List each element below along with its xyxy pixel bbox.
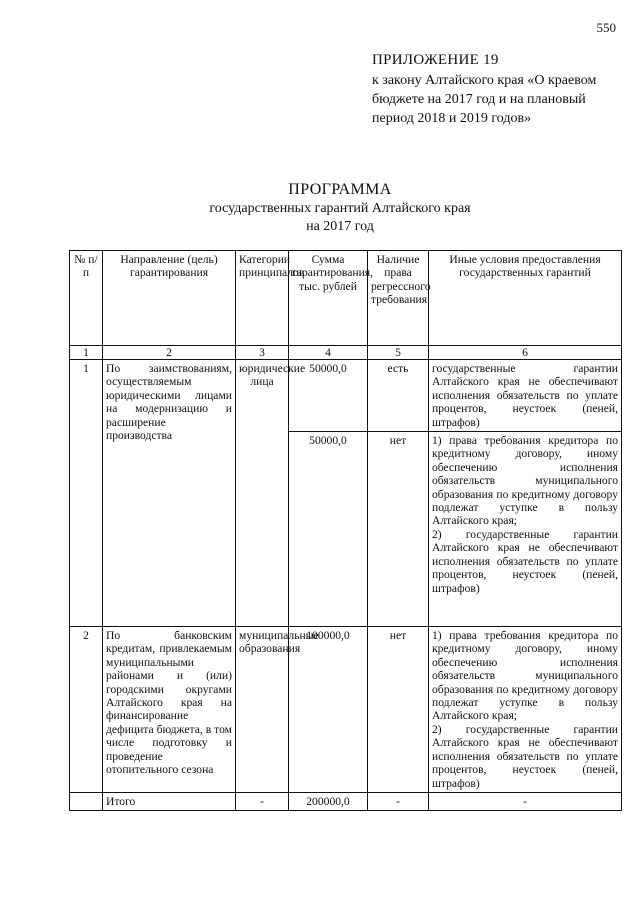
row-regress: есть: [368, 360, 429, 432]
row-amount: 50000,0: [289, 360, 368, 432]
table-header-row: [70, 251, 622, 346]
row-direction: По заимствованиям, осуществляемым юридическими лицами на модернизацию и расширение производства: [103, 360, 236, 627]
row-number: 2: [70, 627, 103, 793]
header-category: Категории принципалов: [236, 251, 289, 346]
row-conditions: 1) права требования кредитора по кредитному договору, иному обеспечению исполнения обязательств муниципального образования по кредитному договору подлежат уступке в пользу Алтайского края; 2) государственные гарантии Алтайского края не обеспечивают исполнения обязательств по уплате процентов, неустоек (пеней, штрафов): [429, 627, 622, 793]
row-direction: По банковским кредитам, привлекаемым муниципальными районами и (или) городскими округами Алтайского края на финансирование дефицита бюджета, в том числе подготовку и проведение отопительного сезона: [103, 627, 236, 793]
appendix-text: к закону Алтайского края «О краевом бюджете на 2017 год и на плановый период 2018 и 2019 годов»: [372, 73, 597, 126]
header-direction: Направление (цель) гарантирования: [103, 251, 236, 346]
row-category: юридические лица: [236, 360, 289, 627]
header-conditions: Иные условия предоставления государственных гарантий: [429, 251, 622, 346]
row-category: муниципальные образования: [236, 627, 289, 793]
table-row: [70, 627, 622, 793]
column-number: 2: [103, 346, 236, 360]
appendix-block: [372, 50, 622, 128]
program-subtitle: государственных гарантий Алтайского края: [209, 201, 471, 216]
row-conditions: государственные гарантии Алтайского края не обеспечивают исполнения обязательств по уплате процентов, неустоек (пеней, штрафов): [429, 360, 622, 432]
header-regress: Наличие права регрессного требования: [368, 251, 429, 346]
header-num: № п/п: [70, 251, 103, 346]
program-title: ПРОГРАММА: [288, 181, 392, 198]
column-number: 3: [236, 346, 289, 360]
total-amount: 200000,0: [289, 792, 368, 810]
row-number: 1: [70, 360, 103, 627]
appendix-title: ПРИЛОЖЕНИЕ 19: [372, 52, 499, 68]
page-number: 550: [596, 20, 616, 35]
total-num-cell: [70, 792, 103, 810]
total-conditions: -: [429, 792, 622, 810]
table-row: [70, 360, 622, 432]
total-category: -: [236, 792, 289, 810]
column-number: 6: [429, 346, 622, 360]
row-amount: 50000,0: [289, 432, 368, 627]
program-heading: [120, 180, 560, 236]
row-conditions: 1) права требования кредитора по кредитному договору, иному обеспечению исполнения обязательств муниципального образования по кредитному договору подлежат уступке в пользу Алтайского края; 2) государственные гарантии Алтайского края не обеспечивают исполнения обязательств по уплате процентов, неустоек (пеней, штрафов): [429, 432, 622, 627]
total-row: [70, 792, 622, 810]
header-amount: Сумма гарантирования, тыс. рублей: [289, 251, 368, 346]
total-label: Итого: [103, 792, 236, 810]
row-regress: нет: [368, 627, 429, 793]
row-amount: 100000,0: [289, 627, 368, 793]
row-regress: нет: [368, 432, 429, 627]
column-number-row: [70, 346, 622, 360]
column-number: 1: [70, 346, 103, 360]
total-regress: -: [368, 792, 429, 810]
column-number: 4: [289, 346, 368, 360]
guarantees-table: [69, 250, 622, 811]
column-number: 5: [368, 346, 429, 360]
program-year: на 2017 год: [306, 219, 374, 234]
